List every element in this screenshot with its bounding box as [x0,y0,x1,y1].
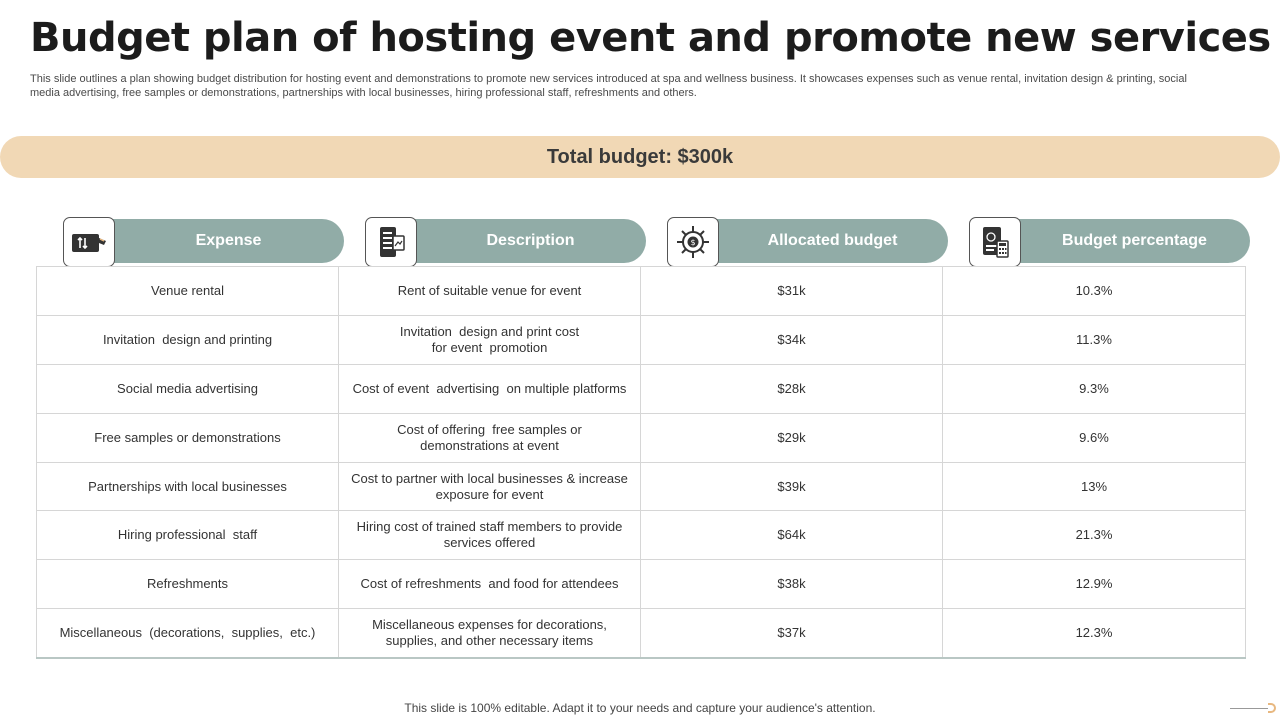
budget-percent-cell: 12.9% [943,560,1246,609]
footer-decoration-line [1230,708,1268,709]
table-row [37,462,1246,511]
column-header-label: Allocated budget [767,232,898,249]
document-icon [365,217,417,267]
column-header-allocated-budget [667,217,948,267]
budget-percent-cell: 12.3% [943,609,1246,658]
table-row [37,609,1246,658]
table-row [37,267,1246,316]
total-budget-label: Total budget: $300k [546,145,734,168]
allocated-budget-cell: $28k [641,364,943,413]
description-cell: Cost of event advertising on multiple platforms [339,364,641,413]
total-budget-banner [0,136,1280,178]
budget-percent-cell: 9.3% [943,364,1246,413]
expense-cell: Partnerships with local businesses [37,462,339,511]
description-cell: Cost of refreshments and food for attendees [339,560,641,609]
column-header-description [365,217,646,267]
expense-cell: Free samples or demonstrations [37,413,339,462]
allocated-budget-cell: $64k [641,511,943,560]
budget-percent-cell: 21.3% [943,511,1246,560]
description-cell: Hiring cost of trained staff members to provide services offered [339,511,641,560]
calculator-icon [969,217,1021,267]
expense-cell: Social media advertising [37,364,339,413]
description-cell: Invitation design and print cost for event promotion [339,315,641,364]
svg-text:$: $ [690,238,696,247]
allocated-budget-cell: $39k [641,462,943,511]
table-row [37,413,1246,462]
table-row [37,511,1246,560]
footer-note: This slide is 100% editable. Adapt it to your needs and capture your audience's attention. [404,701,876,715]
expense-icon [63,217,115,267]
description-cell: Cost to partner with local businesses & increase exposure for event [339,462,641,511]
allocated-budget-cell: $31k [641,267,943,316]
allocated-budget-cell: $34k [641,315,943,364]
expense-cell: Hiring professional staff [37,511,339,560]
expense-cell: Invitation design and printing [37,315,339,364]
description-cell: Cost of offering free samples or demonstrations at event [339,413,641,462]
table-row [37,315,1246,364]
expense-cell: Refreshments [37,560,339,609]
allocated-budget-cell: $37k [641,609,943,658]
table-row [37,560,1246,609]
description-cell: Rent of suitable venue for event [339,267,641,316]
allocated-budget-cell: $29k [641,413,943,462]
budget-percent-cell: 10.3% [943,267,1246,316]
page-subtitle: This slide outlines a plan showing budget distribution for hosting event and demonstrations to promote new services introduced at spa and wellness business. It showcases expenses such as venue rental, invitation design & printing, social media advertising, free samples or demonstrations, partnerships with local businesses, hiring professional staff, refreshments and others. [30,73,1187,99]
column-header-label: Budget percentage [1062,232,1207,249]
page-title: Budget plan of hosting event and promote new services [30,15,1271,61]
column-header-budget-percentage [969,217,1250,267]
budget-table [36,266,1246,659]
expense-cell: Miscellaneous (decorations, supplies, etc.) [37,609,339,658]
budget-percent-cell: 11.3% [943,315,1246,364]
column-header-label: Description [486,232,575,249]
allocated-budget-cell: $38k [641,560,943,609]
budget-percent-cell: 13% [943,462,1246,511]
table-row [37,364,1246,413]
expense-cell: Venue rental [37,267,339,316]
description-cell: Miscellaneous expenses for decorations, supplies, and other necessary items [339,609,641,658]
table-header-row [0,217,1280,267]
column-header-label: Expense [195,232,262,249]
budget-percent-cell: 9.6% [943,413,1246,462]
column-header-expense [63,217,344,267]
target-icon [667,217,719,267]
